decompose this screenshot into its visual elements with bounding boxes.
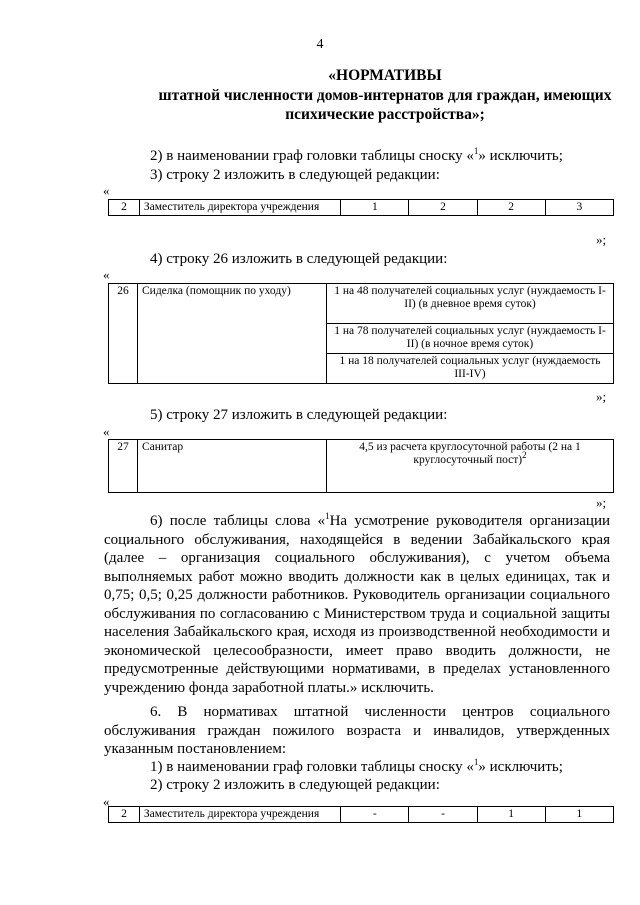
paragraph-6-text: На усмотрение руководителя организации социального обслуживания, находящейся в ведении Забайкальского края (далее – организация социального обслуживания), с учетом объема выполняемых работ можно вводить должности как в целых единицах, так и 0,75; 0,5; 0,25 должности работников. Руководитель организации социального обслуживания по согласованию с Министерством труда и социальной защиты населения Забайкальского края, исходя из производственной необходимости и экономической целесообразности, имеет право вводить должности, не предусмотренные действующими нормативами, в пределах установленного учреждению фонда заработной платы.» исключить. bbox=[104, 513, 611, 696]
open-quote: « bbox=[103, 794, 110, 809]
open-quote: « bbox=[103, 183, 110, 198]
table-row bbox=[109, 807, 614, 823]
value-cell: - bbox=[341, 807, 409, 823]
heading-line-2: штатной численности домов-интернатов для граждан, имеющих bbox=[158, 87, 612, 104]
norm-cell: 1 на 18 получателей социальных услуг (нуждаемость III-IV) bbox=[327, 354, 614, 384]
open-quote: « bbox=[103, 424, 110, 439]
section-6-item-1 bbox=[150, 758, 563, 776]
table-row-26 bbox=[108, 283, 614, 384]
close-quote: »; bbox=[596, 232, 607, 247]
norm-cell bbox=[327, 440, 614, 493]
item-4: 4) строку 26 изложить в следующей редакции: bbox=[150, 251, 448, 267]
close-quote: »; bbox=[596, 389, 607, 404]
page-number: 4 bbox=[316, 37, 324, 52]
position-name: Заместитель директора учреждения bbox=[139, 807, 340, 823]
footnote-mark: 1 bbox=[325, 511, 330, 521]
row-number: 26 bbox=[109, 284, 138, 384]
value-cell: 3 bbox=[545, 200, 613, 216]
item-3: 3) строку 2 изложить в следующей редакции: bbox=[150, 167, 440, 183]
close-quote: »; bbox=[596, 495, 607, 510]
value-cell: - bbox=[409, 807, 477, 823]
position-name: Заместитель директора учреждения bbox=[139, 200, 340, 216]
row-number: 2 bbox=[109, 807, 140, 823]
item-2 bbox=[150, 147, 563, 165]
value-cell: 2 bbox=[409, 200, 477, 216]
row-number: 27 bbox=[109, 440, 138, 493]
table-row-27 bbox=[108, 439, 614, 493]
table-row bbox=[109, 440, 614, 493]
section-6-item-2: 2) строку 2 изложить в следующей редакции: bbox=[150, 777, 440, 793]
item-text-end: » исключить; bbox=[478, 759, 563, 775]
item-text: 1) в наименовании граф головки таблицы сноску « bbox=[150, 759, 474, 775]
table-row-2b bbox=[108, 806, 614, 823]
value-cell: 1 bbox=[477, 807, 545, 823]
footnote-mark: 2 bbox=[522, 450, 527, 461]
paragraph-6 bbox=[104, 512, 610, 697]
table-row bbox=[109, 284, 614, 324]
value-cell: 1 bbox=[545, 807, 613, 823]
row-number: 2 bbox=[109, 200, 140, 216]
table-row-2 bbox=[108, 199, 614, 216]
value-cell: 2 bbox=[477, 200, 545, 216]
footnote-mark: 1 bbox=[473, 146, 479, 156]
open-quote: « bbox=[103, 267, 110, 282]
footnote-mark: 1 bbox=[473, 757, 479, 767]
norm-cell: 1 на 78 получателей социальных услуг (нуждаемость I-II) (в ночное время суток) bbox=[327, 324, 614, 354]
paragraph-6-lead: 6) после таблицы слова « bbox=[150, 513, 326, 529]
position-name: Сиделка (помощник по уходу) bbox=[138, 284, 327, 384]
item-5: 5) строку 27 изложить в следующей редакции: bbox=[150, 407, 448, 423]
table-row bbox=[109, 200, 614, 216]
item-2-text-end: » исключить; bbox=[478, 148, 563, 164]
paragraph-section-6: 6. В нормативах штатной численности центров социального обслуживания граждан пожилого возраста и инвалидов, утвержденных указанным постановлением: bbox=[104, 704, 610, 757]
norm-text: 4,5 из расчета круглосуточной работы (2 на 1 круглосуточный пост) bbox=[359, 441, 581, 466]
heading-line-1: «НОРМАТИВЫ bbox=[328, 67, 442, 84]
norm-cell: 1 на 48 получателей социальных услуг (нуждаемость I-II) (в дневное время суток) bbox=[327, 284, 614, 324]
heading-line-3: психические расстройства»; bbox=[285, 106, 485, 123]
position-name: Санитар bbox=[138, 440, 327, 493]
item-2-text: 2) в наименовании граф головки таблицы сноску « bbox=[150, 148, 474, 164]
value-cell: 1 bbox=[341, 200, 409, 216]
